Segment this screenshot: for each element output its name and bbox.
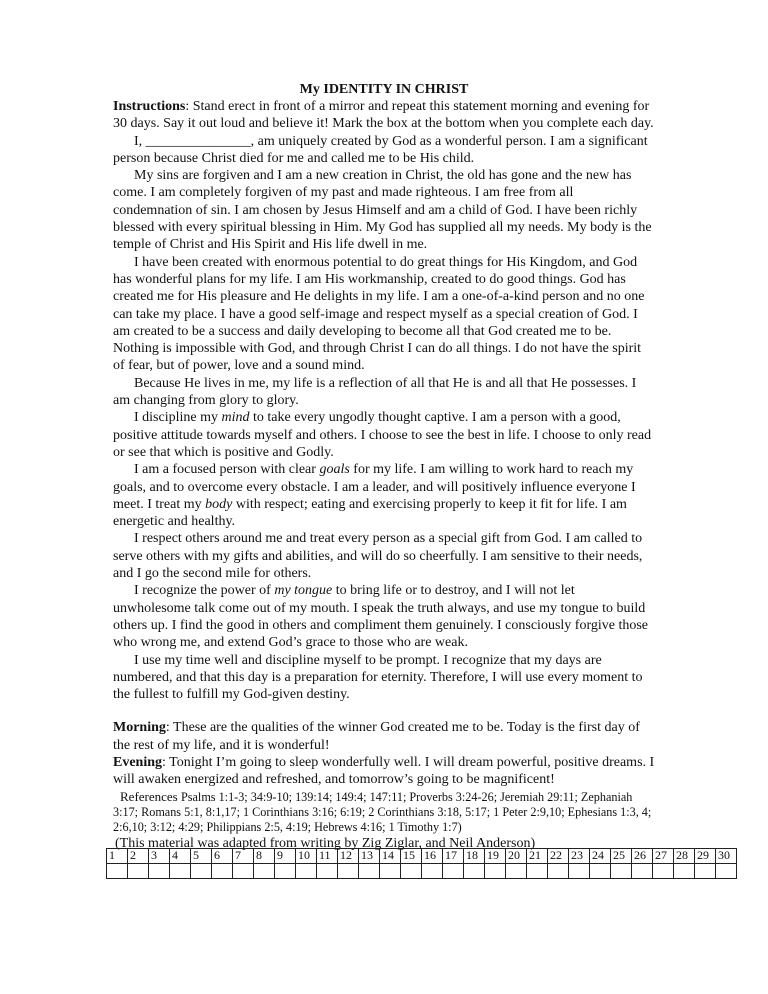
day-checkbox-8[interactable] <box>254 864 275 879</box>
day-checkbox-14[interactable] <box>380 864 401 879</box>
instructions-text: : Stand erect in front of a mirror and repeat this statement morning and evening for 30 days. Say it out loud and believe it! Mark the box at the bottom when you complete each day. <box>113 99 654 132</box>
text-run: with respect; eating and exercising properly to keep it fit for life. I am energetic and healthy. <box>113 496 627 530</box>
day-checkbox-23[interactable] <box>569 864 590 879</box>
morning-text: : These are the qualities of the winner God created me to be. Today is the first day of the rest of my life, and it is wonderful! <box>113 720 640 753</box>
instructions-label: Instructions <box>113 99 186 114</box>
instructions <box>113 98 655 133</box>
day-number-19: 19 <box>485 849 506 864</box>
day-checkbox-row <box>107 864 737 879</box>
day-checkbox-20[interactable] <box>506 864 527 879</box>
day-checkbox-11[interactable] <box>317 864 338 879</box>
paragraph-potential: I have been created with enormous potential to do great things for His Kingdom, and God has wonderful plans for my life. I am His workmanship, created to do good things. God has created me for His pleasure and He delights in my life. I am a one-of-a-kind person and no one can take my place. I have a good self-image and respect myself as a special creation of God. I am created to be a success and daily developing to become all that God created me to be. Nothing is impossible with God, and through Christ I can do all things. I do not have the spirit of fear, but of power, love and a sound mind. <box>113 254 645 374</box>
day-checkbox-13[interactable] <box>359 864 380 879</box>
day-number-9: 9 <box>275 849 296 864</box>
day-checkbox-27[interactable] <box>653 864 674 879</box>
day-number-29: 29 <box>695 849 716 864</box>
day-number-26: 26 <box>632 849 653 864</box>
evening-text: : Tonight I’m going to sleep wonderfully well. I will dream powerful, positive dreams. I will awaken energized and refreshed, and tomorrow’s going to be magnificent! <box>113 754 655 788</box>
day-checkbox-21[interactable] <box>527 864 548 879</box>
day-number-10: 10 <box>296 849 317 864</box>
day-number-20: 20 <box>506 849 527 864</box>
day-number-28: 28 <box>674 849 695 864</box>
day-number-22: 22 <box>548 849 569 864</box>
day-checkbox-17[interactable] <box>443 864 464 879</box>
paragraph-goals <box>113 461 655 530</box>
day-number-4: 4 <box>170 849 191 864</box>
day-checkbox-12[interactable] <box>338 864 359 879</box>
day-checkbox-26[interactable] <box>632 864 653 879</box>
day-checkbox-2[interactable] <box>128 864 149 879</box>
day-number-15: 15 <box>401 849 422 864</box>
day-checkbox-9[interactable] <box>275 864 296 879</box>
text-run: I recognize the power of <box>134 583 275 599</box>
day-checkbox-10[interactable] <box>296 864 317 879</box>
day-checkbox-28[interactable] <box>674 864 695 879</box>
day-tracker-grid <box>106 848 737 879</box>
day-number-27: 27 <box>653 849 674 864</box>
day-number-23: 23 <box>569 849 590 864</box>
day-number-3: 3 <box>149 849 170 864</box>
day-checkbox-24[interactable] <box>590 864 611 879</box>
morning-label: Morning <box>113 720 166 736</box>
morning-statement <box>113 719 655 754</box>
day-number-12: 12 <box>338 849 359 864</box>
text-run: to bring life or to destroy, and I will not let unwholesome talk come out of my mouth. I speak the truth always, and use my tongue to build others up. I find the good in others and compliment them genuinely. I consciously forgive those who wrong me, and extend God’s grace to those who are weak. <box>113 583 649 651</box>
paragraph-identity: I, _______________, am uniquely created by God as a wonderful person. I am a significant person because Christ died for me and called me to be His child. <box>113 133 648 166</box>
day-number-14: 14 <box>380 849 401 864</box>
day-checkbox-5[interactable] <box>191 864 212 879</box>
text-run: for my life. I am willing to work hard to reach my goals, and to overcome every obstacle. I am a leader, and will positively influence everyone I meet. I treat my <box>113 462 636 512</box>
paragraph-tongue <box>113 582 655 651</box>
day-checkbox-6[interactable] <box>212 864 233 879</box>
text-run: I discipline my <box>134 410 222 426</box>
day-checkbox-30[interactable] <box>716 864 737 879</box>
day-number-7: 7 <box>233 849 254 864</box>
day-number-25: 25 <box>611 849 632 864</box>
day-number-21: 21 <box>527 849 548 864</box>
day-checkbox-25[interactable] <box>611 864 632 879</box>
emphasis-mind: mind <box>221 410 250 426</box>
text-run: I am a focused person with clear <box>134 462 320 478</box>
emphasis-goals: goals <box>319 462 350 478</box>
paragraph-forgiven: My sins are forgiven and I am a new creation in Christ, the old has gone and the new has come. I am completely forgiven of my past and made righteous. I am free from all condemnation of sin. I am chosen by Jesus Himself and am a child of God. I have been richly blessed with every spiritual blessing in Him. My God has supplied all my needs. My body is the temple of Christ and His Spirit and His life dwell in me. <box>113 168 652 253</box>
day-checkbox-18[interactable] <box>464 864 485 879</box>
references <box>113 789 655 836</box>
emphasis-body: body <box>205 496 233 512</box>
day-number-18: 18 <box>464 849 485 864</box>
day-number-1: 1 <box>107 849 128 864</box>
references-text: Psalms 1:1-3; 34:9-10; 139:14; 149:4; 147:11; Proverbs 3:24-26; Jeremiah 29:11; Zephaniah 3:17; Romans 5:1, 8:1,17; 1 Corinthians 3:16; 6:19; 2 Corinthians 3:18, 5:17; 1 Peter 2:9,10; Ephesians 1:3, 4; 2:6,10; 3:12; 4:29; Philippians 2:5, 4:19; Hebrews 4:16; 1 Timothy 1:7) <box>113 789 652 835</box>
day-number-16: 16 <box>422 849 443 864</box>
day-checkbox-15[interactable] <box>401 864 422 879</box>
day-number-2: 2 <box>128 849 149 864</box>
day-checkbox-7[interactable] <box>233 864 254 879</box>
evening-label: Evening <box>113 754 163 770</box>
day-checkbox-3[interactable] <box>149 864 170 879</box>
day-number-row <box>107 849 737 864</box>
references-label: References <box>120 788 181 804</box>
day-checkbox-29[interactable] <box>695 864 716 879</box>
paragraph-time: I use my time well and discipline myself to be prompt. I recognize that my days are numbered, and that this day is a preparation for eternity. Therefore, I will use every moment to the fullest to fulfill my God-given destiny. <box>113 652 643 703</box>
day-number-11: 11 <box>317 849 338 864</box>
paragraph-respect: I respect others around me and treat every person as a special gift from God. I am called to serve others with my gifts and abilities, and will do so cheerfully. I am sensitive to their needs, and I go the second mile for others. <box>113 531 643 582</box>
spacer <box>113 703 655 719</box>
day-number-6: 6 <box>212 849 233 864</box>
day-checkbox-16[interactable] <box>422 864 443 879</box>
paragraph-mind <box>113 409 655 461</box>
day-number-30: 30 <box>716 849 737 864</box>
day-checkbox-1[interactable] <box>107 864 128 879</box>
evening-statement <box>113 754 655 789</box>
day-checkbox-22[interactable] <box>548 864 569 879</box>
attribution: (This material was adapted from writing by Zig Ziglar, and Neil Anderson) <box>115 836 536 852</box>
emphasis-tongue: my tongue <box>274 583 333 599</box>
day-number-17: 17 <box>443 849 464 864</box>
day-number-13: 13 <box>359 849 380 864</box>
paragraph-reflection: Because He lives in me, my life is a reflection of all that He is and all that He possesses. I am changing from glory to glory. <box>113 375 637 409</box>
day-number-24: 24 <box>590 849 611 864</box>
page-title: My IDENTITY IN CHRIST <box>299 82 469 97</box>
document-body <box>113 81 655 852</box>
day-checkbox-4[interactable] <box>170 864 191 879</box>
day-checkbox-19[interactable] <box>485 864 506 879</box>
day-number-8: 8 <box>254 849 275 864</box>
day-number-5: 5 <box>191 849 212 864</box>
text-run: to take every ungodly thought captive. I am a person with a good, positive attitude towards myself and others. I choose to see the best in life. I choose to only read or see that which is positive and Godly. <box>113 410 652 460</box>
